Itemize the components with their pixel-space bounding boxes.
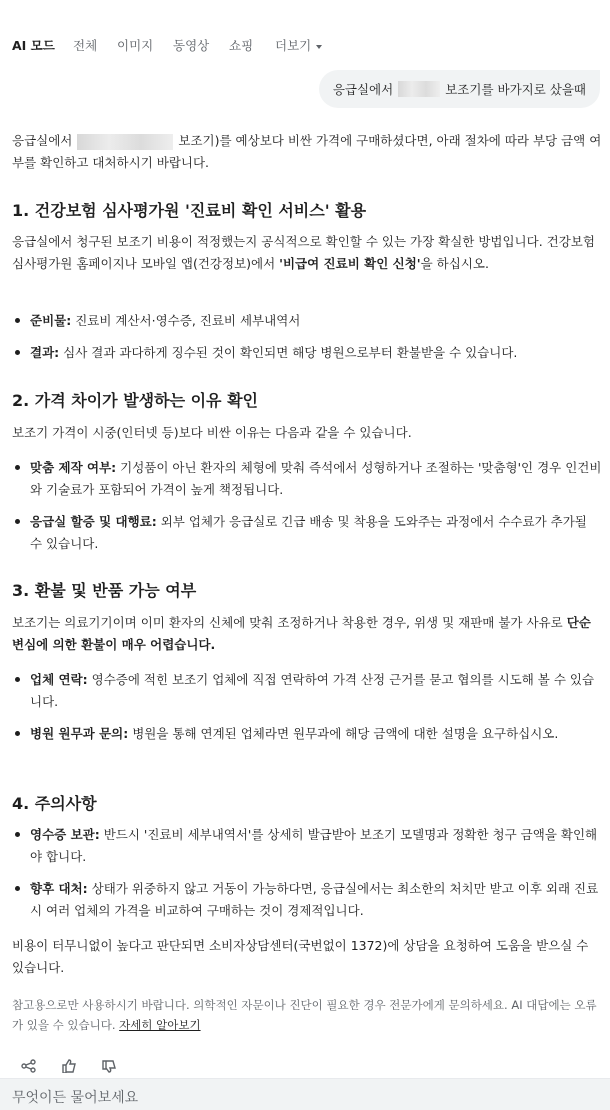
bullet-text: 영수증에 적힌 보조기 업체에 직접 연락하여 가격 산정 근거를 묻고 협의를 시도해 볼 수 있습니다. [30,672,595,709]
bullet-label: 업체 연락: [30,672,88,687]
top-nav [0,0,610,80]
section-1-para-after: 을 하십시오. [420,255,489,271]
bullet-label: 맞춤 제작 여부: [30,460,117,475]
bullet-label: 결과: [30,345,60,360]
ask-input-bar[interactable] [0,1078,610,1110]
bullet-text: 외부 업체가 응급실로 긴급 배송 및 착용을 도와주는 과정에서 수수료가 추가될 수 있습니다. [30,514,587,551]
bullet-label: 향후 대처: [30,881,88,896]
list-item [12,511,602,554]
bullet-label: 준비물: [30,313,72,328]
tab-videos[interactable]: 동영상 [173,38,210,53]
thumbs-up-icon[interactable] [60,1058,78,1072]
redacted-block [77,134,173,150]
section-2-paragraph: 보조기 가격이 시중(인터넷 등)보다 비싼 이유는 다음과 같을 수 있습니다. [12,425,412,440]
section-1-para-text: 응급실에서 청구된 보조기 비용이 적정했는지 공식적으로 확인할 수 있는 가장 확실한 방법입니다. 건강보험심사평가원 홈페이지나 모바일 앱(건강정보)에서 [12,234,595,271]
share-icon[interactable] [20,1058,38,1072]
user-query-bubble [319,70,600,108]
section-2-title: 2. 가격 차이가 발생하는 이유 확인 [12,391,258,410]
learn-more-link[interactable]: 자세히 알아보기 [119,1018,201,1032]
section-1-para-bold: '비급여 진료비 확인 신청' [279,255,421,271]
tab-more-label: 더보기 [275,38,312,53]
list-item [12,878,602,921]
section-4-title: 4. 주의사항 [12,794,97,813]
intro-text-after: 보조기)를 예상보다 비싼 가격에 구매하셨다면, 아래 절차에 따라 부당 금액 여부를 확인하고 대처하시기 바랍니다. [12,133,602,170]
bullet-label: 영수증 보관: [30,827,100,842]
section-1-title: 1. 건강보험 심사평가원 '진료비 확인 서비스' 활용 [12,201,367,220]
feedback-actions [20,1058,118,1072]
ai-disclaimer [12,995,600,1035]
redacted-block [398,81,440,97]
section-3-paragraph [12,612,602,655]
section-1-paragraph [12,231,602,274]
list-item [12,457,602,500]
ask-input-placeholder: 무엇이든 물어보세요 [12,1090,139,1106]
intro-paragraph [12,130,602,173]
tab-all[interactable]: 전체 [73,38,98,53]
tab-ai-mode[interactable]: AI 모드 [12,38,55,53]
bullet-text: 기성품이 아닌 환자의 체형에 맞춰 즉석에서 성형하거나 조절하는 '맞춤형'인 경우 인건비와 기술료가 포함되어 가격이 높게 책정됩니다. [30,460,602,497]
bullet-label: 병원 원무과 문의: [30,726,129,741]
section-3-para-bold: 단순 변심에 의한 환불이 매우 어렵습니다. [12,615,591,652]
bullet-text: 상태가 위중하지 않고 거동이 가능하다면, 응급실에서는 최소한의 처치만 받고 이후 외래 진료 시 여러 업체의 가격을 비교하여 구매하는 것이 경제적입니다. [30,881,599,918]
intro-text-before: 응급실에서 [12,133,73,148]
tab-shopping[interactable]: 쇼핑 [229,38,254,53]
bullet-text: 심사 결과 과다하게 징수된 것이 확인되면 해당 병원으로부터 환불받을 수 있습니다. [59,345,518,360]
bullet-text: 병원을 통해 연계된 업체라면 원무과에 해당 금액에 대한 설명을 요구하십시오. [128,726,559,741]
tab-images[interactable]: 이미지 [117,38,154,53]
bullet-label: 응급실 할증 및 대행료: [30,514,157,529]
thumbs-down-icon[interactable] [100,1058,118,1072]
query-text-before: 응급실에서 [332,82,394,97]
list-item [12,342,602,364]
list-item [12,669,602,712]
section-3-para-text: 보조기는 의료기기이며 이미 환자의 신체에 맞춰 조정하거나 착용한 경우, 위생 및 재판매 불가 사유로 [12,615,567,630]
list-item [12,723,602,745]
tab-more[interactable] [275,36,322,54]
disclaimer-text: 참고용으로만 사용하시기 바랍니다. 의학적인 자문이나 진단이 필요한 경우 전문가에게 문의하세요. AI 대답에는 오류가 있을 수 있습니다. [12,998,597,1032]
closing-paragraph: 비용이 터무니없이 높다고 판단되면 소비자상담센터(국번없이 1372)에 상담을 요청하여 도움을 받으실 수 있습니다. [12,938,589,975]
query-text-after: 보조기를 바가지로 샀을때 [445,82,586,97]
section-3-title: 3. 환불 및 반품 가능 여부 [12,581,197,600]
bullet-text: 반드시 '진료비 세부내역서'를 상세히 발급받아 보조기 모델명과 정확한 청구 금액을 확인해야 합니다. [30,827,598,864]
chevron-down-icon [316,45,322,49]
list-item [12,310,602,332]
list-item [12,824,602,867]
bullet-text: 진료비 계산서·영수증, 진료비 세부내역서 [71,313,301,328]
